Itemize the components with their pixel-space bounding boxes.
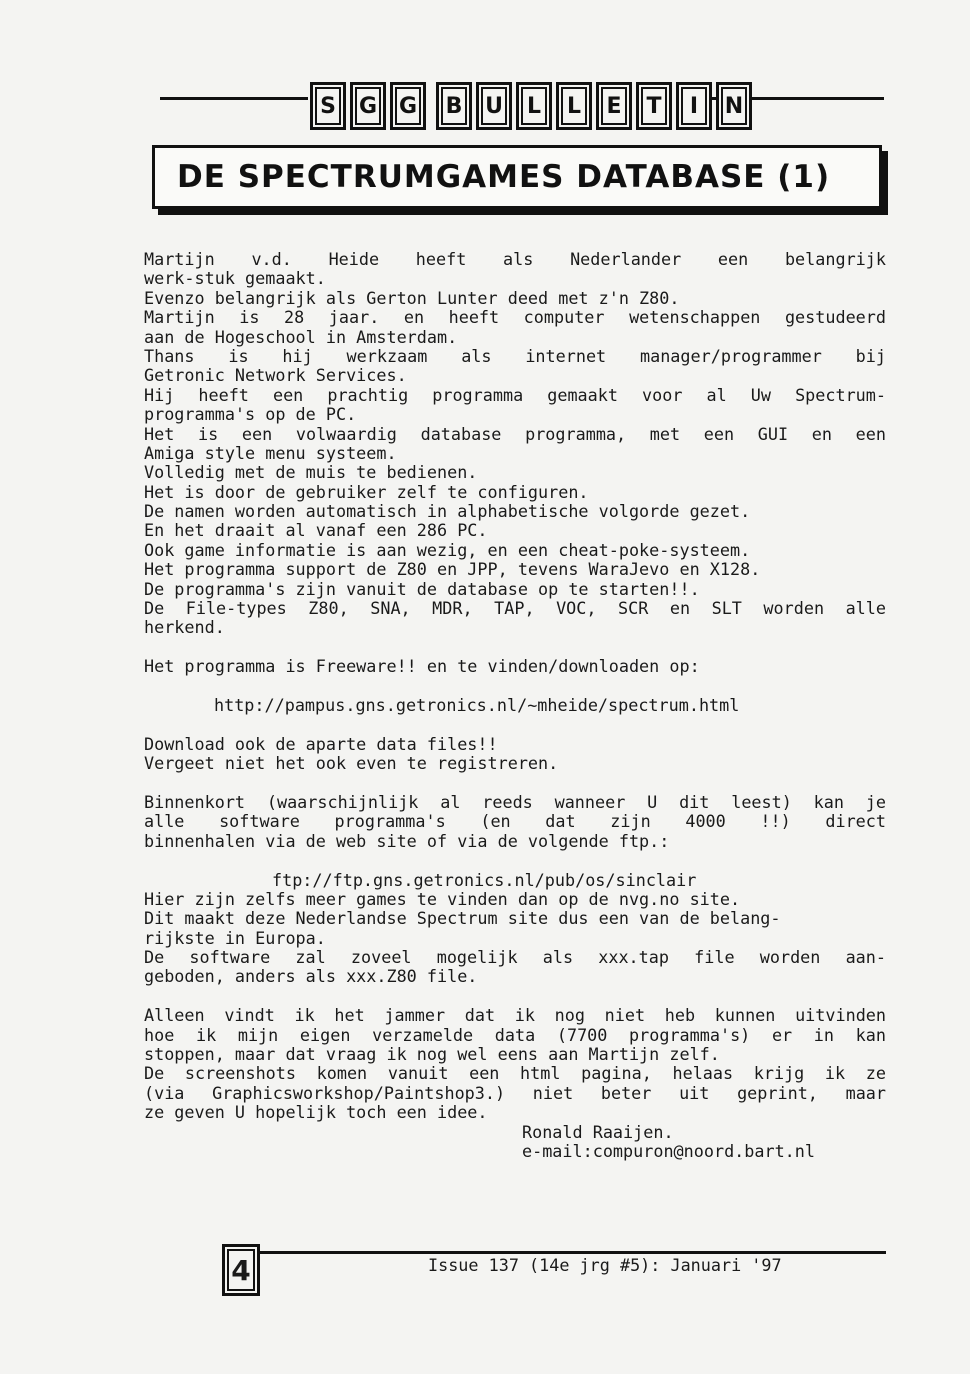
masthead-letter: T [636, 82, 672, 130]
text-line: programma's op de PC. [144, 404, 357, 425]
article-body [144, 250, 886, 1161]
masthead-letter: E [596, 82, 632, 130]
masthead-letter: L [556, 82, 592, 130]
text-line: hoe ik mijn eigen verzamelde data (7700 programma's) er in kan [144, 1024, 886, 1045]
text-line: En het draait al vanaf een 286 PC. [144, 520, 488, 541]
text-line: Hij heeft een prachtig programma gemaakt voor al Uw Spectrum- [144, 384, 886, 405]
text-line: aan de Hogeschool in Amsterdam. [144, 326, 458, 347]
author-email: e-mail:compuron@noord.bart.nl [522, 1140, 815, 1161]
ftp-url: ftp://ftp.gns.getronics.nl/pub/os/sinclair [272, 869, 697, 890]
text-line: De screenshots komen vanuit een html pagina, helaas krijg ik ze [144, 1063, 886, 1084]
text-line: binnenhalen via de web site of via de volgende ftp.: [144, 830, 670, 851]
text-line: Evenzo belangrijk als Gerton Lunter deed met z'n Z80. [144, 287, 680, 308]
text-line: De namen worden automatisch in alphabetische volgorde gezet. [144, 501, 751, 522]
text-line: Het programma support de Z80 en JPP, tevens WaraJevo en X128. [144, 559, 761, 580]
text-line: werk-stuk gemaakt. [144, 268, 326, 289]
masthead-letter: G [390, 82, 426, 130]
issue-line: Issue 137 (14e jrg #5): Januari '97 [428, 1255, 782, 1275]
masthead-letter: B [436, 82, 472, 130]
page-number: 4 [222, 1244, 260, 1296]
text-line: Martijn is 28 jaar. en heeft computer wetenschappen gestudeerd [144, 307, 886, 328]
article-title-banner [152, 145, 882, 209]
text-line: De software zal zoveel mogelijk als xxx.tap file worden aan- [144, 947, 886, 968]
text-line: Het is een volwaardig database programma, met een GUI en een [144, 423, 886, 444]
download-url: http://pampus.gns.getronics.nl/~mheide/spectrum.html [214, 694, 740, 715]
text-line: Volledig met de muis te bedienen. [144, 462, 478, 483]
masthead-bulletin [436, 82, 752, 128]
text-line: Alleen vindt ik het jammer dat ik nog niet heb kunnen uitvinden [144, 1005, 886, 1026]
text-line: Dit maakt deze Nederlandse Spectrum site dus een van de belang- [144, 908, 781, 929]
masthead-letter: S [310, 82, 346, 130]
author-name: Ronald Raaijen. [522, 1121, 674, 1142]
text-line: rijkste in Europa. [144, 927, 326, 948]
text-line: Binnenkort (waarschijnlijk al reeds wanneer U dit leest) kan je [144, 791, 886, 812]
text-line: De programma's zijn vanuit de database op te starten!!. [144, 578, 700, 599]
text-line: Het is door de gebruiker zelf te configuren. [144, 481, 589, 502]
masthead-letter: U [476, 82, 512, 130]
text-line: alle software programma's (en dat zijn 4000 !!) direct [144, 811, 886, 832]
masthead-letter: N [716, 82, 752, 130]
text-line: herkend. [144, 617, 225, 638]
text-line: (via Graphicsworkshop/Paintshop3.) niet beter uit geprint, maar [144, 1082, 886, 1103]
text-line: Thans is hij werkzaam als internet manager/programmer bij [144, 345, 886, 366]
text-line: ze geven U hopelijk toch een idee. [144, 1102, 488, 1123]
text-line: Hier zijn zelfs meer games te vinden dan op de nvg.no site. [144, 888, 741, 909]
masthead-letter: L [516, 82, 552, 130]
masthead-sgg [310, 82, 426, 128]
text-line: Het programma is Freeware!! en te vinden/downloaden op: [144, 656, 700, 677]
masthead-letter: I [676, 82, 712, 130]
footer-rule [240, 1251, 886, 1254]
text-line: Amiga style menu systeem. [144, 442, 397, 463]
masthead-rule-left [160, 97, 308, 100]
text-line: Getronic Network Services. [144, 365, 407, 386]
masthead-letter: G [350, 82, 386, 130]
text-line: Vergeet niet het ook even te registreren. [144, 753, 559, 774]
text-line: Martijn v.d. Heide heeft als Nederlander een belangrijk [144, 249, 886, 269]
text-line: geboden, anders als xxx.Z80 file. [144, 966, 478, 987]
article-title: DE SPECTRUMGAMES DATABASE (1) [177, 159, 831, 195]
text-line: Ook game informatie is aan wezig, en een cheat-poke-systeem. [144, 539, 751, 560]
text-line: Download ook de aparte data files!! [144, 733, 498, 754]
text-line: De File-types Z80, SNA, MDR, TAP, VOC, SCR en SLT worden alle [144, 598, 886, 619]
text-line: stoppen, maar dat vraag ik nog wel eens aan Martijn zelf. [144, 1044, 720, 1065]
